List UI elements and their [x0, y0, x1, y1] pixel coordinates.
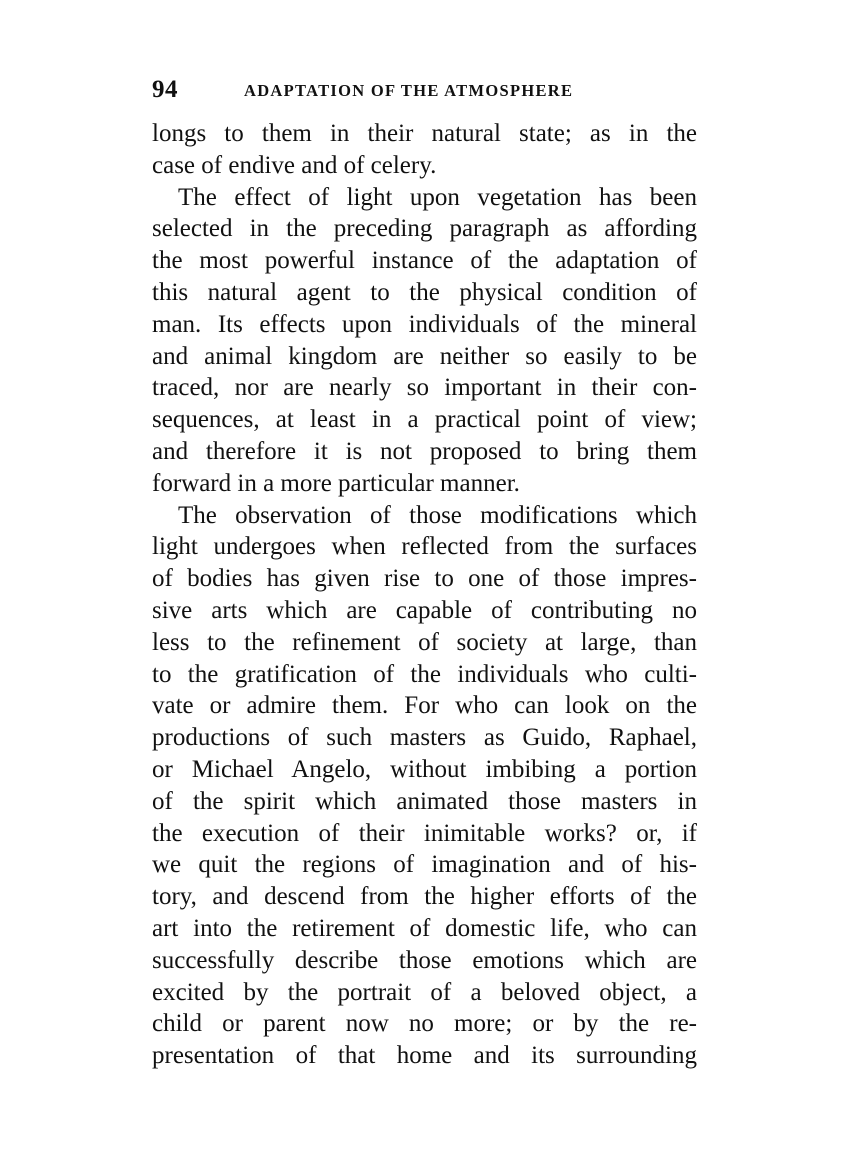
text-line: vate or admire them. For who can look on the	[152, 692, 697, 720]
text-line: selected in the preceding paragraph as affording	[152, 215, 697, 243]
page-number: 94	[152, 76, 178, 103]
text-line: and therefore it is not proposed to bring them	[152, 437, 697, 465]
text-line: tory, and descend from the higher efforts of the	[152, 883, 697, 911]
text-line: child or parent now no more; or by the re-	[152, 1010, 697, 1038]
text-line: case of endive and of celery.	[152, 151, 437, 179]
text-line: man. Its effects upon individuals of the mineral	[152, 310, 697, 338]
body-text	[152, 118, 697, 1072]
text-line: The effect of light upon vegetation has been	[178, 183, 697, 211]
text-line: forward in a more particular manner.	[152, 469, 520, 497]
paragraph-3	[152, 500, 697, 1072]
running-title: ADAPTATION OF THE ATMOSPHERE	[244, 81, 574, 100]
text-line: light undergoes when reflected from the surfaces	[152, 533, 697, 561]
text-line: longs to them in their natural state; as in the	[152, 120, 697, 147]
text-line: excited by the portrait of a beloved object, a	[152, 978, 697, 1006]
text-line: presentation of that home and its surrounding	[152, 1042, 697, 1070]
paragraph-1	[152, 118, 697, 182]
text-line: less to the refinement of society at large, than	[152, 628, 697, 656]
text-line: the most powerful instance of the adaptation of	[152, 247, 697, 275]
text-line: we quit the regions of imagination and of his-	[152, 851, 697, 879]
text-line: successfully describe those emotions which are	[152, 946, 697, 974]
text-line: sive arts which are capable of contributing no	[152, 596, 697, 624]
text-line: The observation of those modifications which	[178, 501, 697, 529]
text-line: and animal kingdom are neither so easily to be	[152, 342, 697, 370]
book-page	[152, 72, 697, 1072]
text-line: productions of such masters as Guido, Raphael,	[152, 724, 697, 752]
text-line: or Michael Angelo, without imbibing a portion	[152, 755, 697, 783]
text-line: the execution of their inimitable works? or, if	[152, 819, 697, 847]
text-line: of the spirit which animated those masters in	[152, 787, 697, 815]
running-head	[152, 72, 697, 106]
text-line: traced, nor are nearly so important in their con-	[152, 374, 697, 402]
paragraph-2	[152, 182, 697, 500]
text-line: sequences, at least in a practical point of view;	[152, 406, 697, 434]
text-line: to the gratification of the individuals who culti-	[152, 660, 697, 688]
text-line: of bodies has given rise to one of those impres-	[152, 565, 697, 593]
text-line: art into the retirement of domestic life, who can	[152, 914, 697, 942]
text-line: this natural agent to the physical condition of	[152, 278, 697, 306]
